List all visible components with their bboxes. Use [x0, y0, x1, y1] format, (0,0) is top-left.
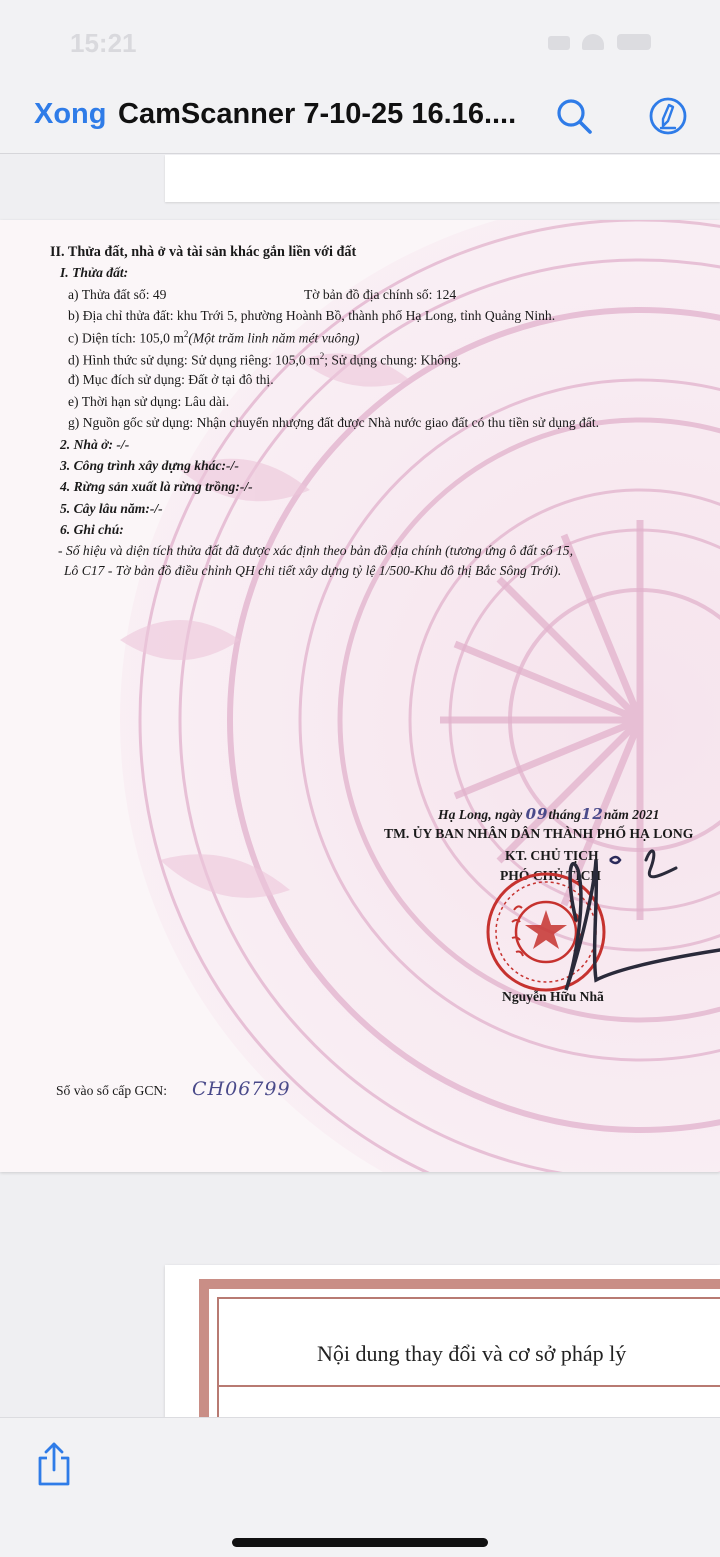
- bottom-toolbar: [0, 1417, 720, 1557]
- usage-purpose: đ) Mục đích sử dụng: Đất ở tại đô thị.: [68, 372, 274, 387]
- heading-divider: [217, 1385, 720, 1387]
- usage-form-sup: 2: [319, 351, 325, 361]
- status-bar: [0, 0, 720, 80]
- date-prefix: Hạ Long, ngày: [438, 807, 526, 822]
- markup-button[interactable]: [646, 94, 690, 138]
- navigation-bar: [0, 80, 720, 154]
- area-unit-sup: 2: [183, 329, 189, 339]
- search-button[interactable]: [552, 94, 596, 138]
- usage-form: [68, 351, 461, 369]
- deputy-title-1: KT. CHỦ TỊCH: [505, 848, 599, 863]
- notes-heading: 6. Ghi chú:: [60, 522, 124, 537]
- date-year: năm 2021: [603, 807, 660, 822]
- markup-icon: [646, 94, 690, 138]
- changes-heading: Nội dung thay đổi và cơ sở pháp lý: [317, 1341, 627, 1366]
- share-button[interactable]: [34, 1440, 74, 1488]
- area-in-words: (Một trăm linh năm mét vuông): [188, 330, 360, 346]
- map-sheet-number: Tờ bản đồ địa chính số: 124: [304, 287, 457, 302]
- issuer-authority: TM. ỦY BAN NHÂN DÂN THÀNH PHỐ HẠ LONG: [384, 826, 694, 841]
- certificate-content: [0, 220, 720, 1172]
- battery-icon: [617, 34, 651, 50]
- date-month-label: tháng: [548, 807, 581, 822]
- usage-origin: g) Nguồn gốc sử dụng: Nhận chuyển nhượng đất được Nhà nước giao đất có thu tiền sử dụng đất.: [68, 415, 600, 430]
- note-line-1: - Số hiệu và diện tích thửa đất đã được xác định theo bản đồ địa chính (tương ứng ô đất số 15,: [58, 543, 573, 558]
- house-item: 2. Nhà ở: -/-: [60, 437, 130, 452]
- search-icon: [552, 94, 596, 138]
- date-month: 12: [580, 805, 604, 823]
- area-value: c) Diện tích: 105,0 m: [68, 330, 184, 346]
- signature-image: [536, 820, 720, 1000]
- document-viewer[interactable]: [0, 155, 720, 1417]
- parcel-number: a) Thửa đất số: 49: [68, 287, 167, 302]
- share-icon: [34, 1440, 74, 1488]
- document-title: CamScanner 7-10-25 16.16....: [118, 98, 517, 130]
- registry-number: CH06799: [192, 1078, 291, 1100]
- signal-icon: [548, 36, 570, 50]
- construction-item: 3. Công trình xây dựng khác:-/-: [60, 458, 239, 473]
- note-line-2: Lô C17 - Tờ bản đồ điều chỉnh QH chi tiết xây dựng tỷ lệ 1/500-Khu đô thị Bắc Sông Trới).: [64, 563, 562, 578]
- done-button[interactable]: Xong: [34, 98, 107, 130]
- wifi-icon: [582, 34, 604, 50]
- perennial-item: 5. Cây lâu năm:-/-: [60, 501, 163, 516]
- forest-item: 4. Rừng sản xuất là rừng trồng:-/-: [60, 479, 253, 494]
- usage-form-prefix: d) Hình thức sử dụng: Sử dụng riêng: 105,0 m: [68, 352, 320, 368]
- usage-form-suffix: ; Sử dụng chung: Không.: [324, 352, 462, 368]
- date-day: 09: [525, 805, 549, 823]
- signer-name: Nguyễn Hữu Nhã: [502, 989, 604, 1004]
- home-indicator[interactable]: [232, 1538, 488, 1547]
- document-page[interactable]: [0, 220, 720, 1172]
- deputy-title-2: PHÓ CHỦ TỊCH: [500, 868, 601, 883]
- land-heading: I. Thửa đất:: [60, 265, 129, 280]
- parcel-area: [68, 329, 359, 347]
- previous-page[interactable]: [165, 155, 720, 202]
- parcel-address: b) Địa chỉ thửa đất: khu Trới 5, phường Hoành Bồ, thành phố Hạ Long, tỉnh Quảng Ninh.: [68, 308, 556, 323]
- section-heading: II. Thửa đất, nhà ở và tài sản khác gắn liền với đất: [50, 244, 357, 260]
- status-icons: [540, 32, 660, 52]
- status-time: 15:21: [70, 28, 137, 58]
- next-page[interactable]: [165, 1265, 720, 1417]
- registry-label: Số vào sổ cấp GCN:: [56, 1083, 168, 1098]
- usage-term: e) Thời hạn sử dụng: Lâu dài.: [68, 394, 230, 409]
